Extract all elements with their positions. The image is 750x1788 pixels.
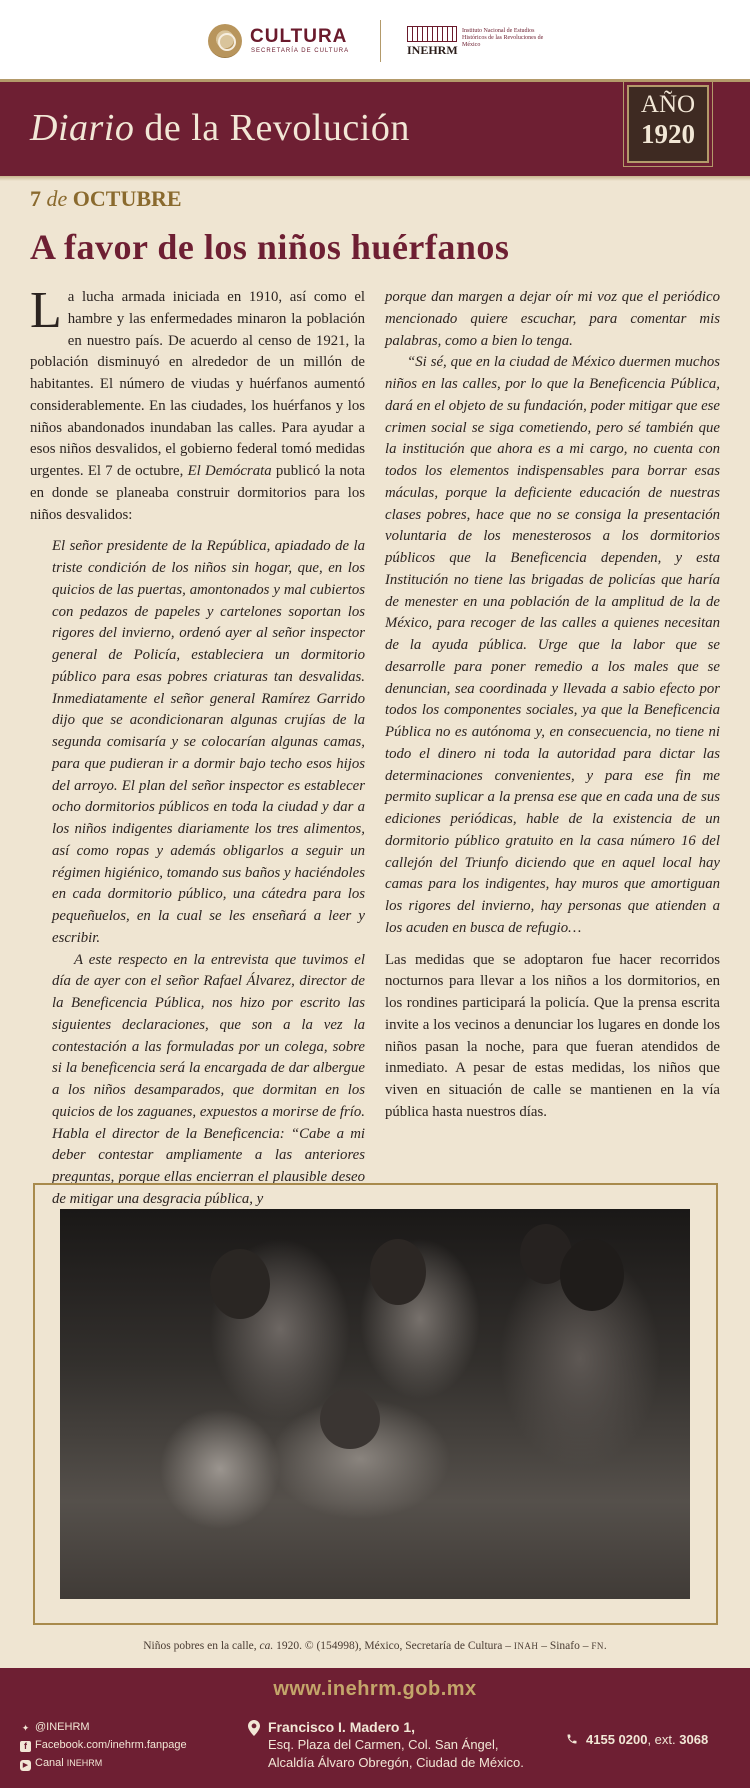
- intro-text-2: publicó la nota en donde se planeaba construir dormitorios para los niños desvalidos:: [30, 463, 366, 523]
- year-label: AÑO: [640, 91, 696, 118]
- quote-paragraph-3: porque dan margen a dejar oír mi voz que el periódico mencionado quiere escuchar, para comentar mis palabras, como a bien lo tenga.: [385, 289, 720, 349]
- caption-fn: FN: [591, 1641, 604, 1651]
- phone-number: 4155 0200: [586, 1732, 648, 1747]
- caption-ca: ca.: [259, 1640, 274, 1652]
- child-figure-5: [320, 1389, 380, 1449]
- inehrm-logo: [407, 26, 547, 60]
- youtube-link[interactable]: [20, 1754, 187, 1772]
- date-de: de: [46, 186, 68, 211]
- intro-text-1: a lucha armada iniciada en 1910, así como el hambre y las enfermedades minaron la población en nuestro país. De acuerdo al censo de 1921, la población disminuyó en alrededor de un millón de habitantes. El número de viudas y huérfanos aumentó considerablemente. En las ciudades, los huérfanos y los niños abandonados inundaban las calles. Para ayudar a esos niños desvalidos, el gobierno federal tomó medidas urgentes. El 7 de octubre,: [30, 289, 365, 479]
- header-shadow: [0, 176, 750, 181]
- publication-title-rest: de la Revolución: [134, 107, 410, 149]
- quote-paragraph-2: A este respecto en la entrevista que tuvimos el día de ayer con el señor Rafael Álvarez, director de la Beneficencia Pública, nos hizo por escrito las siguientes declaraciones, que son a la vez la contestación a las formuladas por un colega, sobre si la beneficencia será la encargada de dar albergue a los niños desamparados, que dormitan en los quicios de los zaguanes, expuestos a morirse de frío. Habla el director de la Beneficencia: “Cabe a mi deber contestar ampliamente a las anteriores preguntas, porque ellas encierran el plausible deseo de mitigar una desgracia pública, y: [52, 951, 365, 1207]
- historical-photo: [60, 1209, 690, 1599]
- ext-value: 3068: [679, 1732, 709, 1747]
- caption-part-b: 1920. © (154998), México, Secretaría de Cultura –: [273, 1640, 514, 1652]
- address-line-1: Francisco I. Madero 1,: [268, 1719, 416, 1735]
- publication-title-italic: Diario: [30, 107, 135, 149]
- article-headline: A favor de los niños huérfanos: [30, 227, 510, 267]
- year-badge: [627, 85, 709, 163]
- twitter-link[interactable]: [20, 1718, 187, 1736]
- address-line-2: Esq. Plaza del Carmen, Col. San Ángel,: [268, 1737, 499, 1752]
- cultura-logo-subtitle: SECRETARÍA DE CULTURA: [251, 48, 350, 54]
- logo-bar: [0, 0, 750, 82]
- facebook-icon: f: [20, 1741, 31, 1752]
- child-figure-1: [210, 1249, 270, 1319]
- cultura-logo-title: CULTURA: [250, 26, 348, 47]
- photo-frame: [33, 1183, 718, 1625]
- channel-name: INEHRM: [66, 1758, 103, 1768]
- year-value: 1920: [641, 119, 695, 149]
- coat-of-arms-icon: [208, 24, 242, 58]
- newspaper-name: El Demócrata: [187, 463, 272, 479]
- caption-inah: INAH: [513, 1641, 539, 1651]
- publication-title: [30, 106, 410, 150]
- caption-part-a: Niños pobres en la calle,: [143, 1640, 260, 1652]
- child-figure-2: [370, 1239, 426, 1305]
- logo-divider: [380, 20, 381, 62]
- phone-icon: [566, 1733, 578, 1745]
- address-line-3: Alcaldía Álvaro Obregón, Ciudad de México.: [268, 1755, 524, 1770]
- drop-cap: L: [30, 282, 62, 339]
- quote-paragraph-1: El señor presidente de la República, apiadado de la triste condición de los niños sin hogar, que, en los quicios de las puertas, amontonados y mal cubiertos con pedazos de papeles y cartelones soportan los rigores del invierno, ordenó ayer al señor inspector general de Policía, estableciera un dormitorio público para esas pobres criaturas tan desvalidas. Inmediatamente el señor general Ramírez Garrido dijo que se acondicionaran algunas crujías de la segunda comisaría y se colocarían algunas camas, para que pudieran ir a dormir bajo techo esos hijos del arroyo. El plan del señor inspector es establecer ocho dormitorios públicos en toda la ciudad y dar a los niños indigentes diariamente los tres alimentos, así como ropas y además obligarlos a seguir un régimen higiénico, tomando sus baños y haciéndoles en cada dormitorio público, una cátedra para los pequeñuelos, en la cual se les enseñará a leer y escribir.: [52, 538, 365, 946]
- ext-label: , ext.: [647, 1732, 680, 1747]
- page-header: [0, 82, 750, 176]
- caption-part-d: .: [603, 1640, 607, 1652]
- date-day: 7: [30, 186, 41, 211]
- website-link[interactable]: www.inehrm.gob.mx: [273, 1678, 477, 1700]
- social-links: [20, 1718, 187, 1772]
- twitter-icon: ✦: [21, 1723, 30, 1733]
- photo-caption: [0, 1640, 750, 1652]
- inehrm-logo-title: INEHRM: [407, 43, 458, 57]
- caption-part-c: – Sinafo –: [538, 1640, 592, 1652]
- child-figure-4: [560, 1239, 624, 1311]
- article-date: [30, 186, 182, 212]
- facebook-link[interactable]: [20, 1736, 187, 1754]
- quote-paragraph-4: “Si sé, que en la ciudad de México duermen muchos niños en las calles, por lo que la Beneficencia Pública, dará en el objeto de su fundación, poder mitigar que ese crimen social se siga cometiendo, pero sé también que la institución que ahora es a mi cargo, no cuenta con todos los elementos indispensables para borrar esas máculas, porque la deficiente educación de nuestras clases pobres, hace que no se consiga la presentación voluntaria de los menesterosos a los dormitorios públicos que la Beneficencia dependen, y esta Institución no tiene las brigadas de policías que haría de menester en una población de la amplitud de la de México, para recoger de las calles a quienes necesitan de la ayuda pública. Urge que la labor que se desarrolle para poner remedio a los males que se denuncian, sea coordinada y llevada a sabio efecto por todos los componentes sociales, ya que la Beneficencia Pública no es autónoma y, en consecuencia, no tiene ni todo el dinero ni toda la autoridad para dictar las determinaciones convenientes, y para ese fin me permito suplicar a la prensa ese que en cada una de sus ediciones periódicas, hable de la existencia de un dormitorio público gratuito en la casa número 16 del callejón del Triunfo diciendo que en aquel local hay camas para los indigentes, hay muros que amortiguan los rigores del invierno, hay personas que atienden a los acuden en busca de refugio…: [385, 354, 720, 936]
- date-month: OCTUBRE: [72, 186, 182, 211]
- channel-prefix: Canal: [35, 1757, 67, 1769]
- location-pin-icon: [248, 1720, 260, 1736]
- inehrm-logo-description: Instituto Nacional de Estudios Históricos de las Revoluciones de México: [462, 28, 544, 48]
- address-block: [268, 1718, 524, 1772]
- article-column-left: [30, 282, 366, 1211]
- closing-paragraph: Las medidas que se adoptaron fue hacer recorridos nocturnos para llevar a los niños a los dormitorios, en los rondines participará la policía. Que la prensa escrita invite a los vecinos a denunciar los lugares en donde los niños pasan la noche, para que fueran atendidos de inmediato. A pesar de estas medidas, los niños que viven en situación de calle se mantienen en la vía pública hasta nuestros días.: [385, 951, 720, 1120]
- article-column-right: [385, 287, 720, 1124]
- intro-paragraph: [30, 282, 366, 526]
- youtube-icon: ▶: [20, 1760, 31, 1771]
- building-icon: [407, 26, 457, 42]
- facebook-url: Facebook.com/inehrm.fanpage: [35, 1739, 187, 1751]
- page-footer: [0, 1668, 750, 1788]
- twitter-handle: @INEHRM: [35, 1721, 90, 1733]
- phone-block[interactable]: [566, 1732, 708, 1747]
